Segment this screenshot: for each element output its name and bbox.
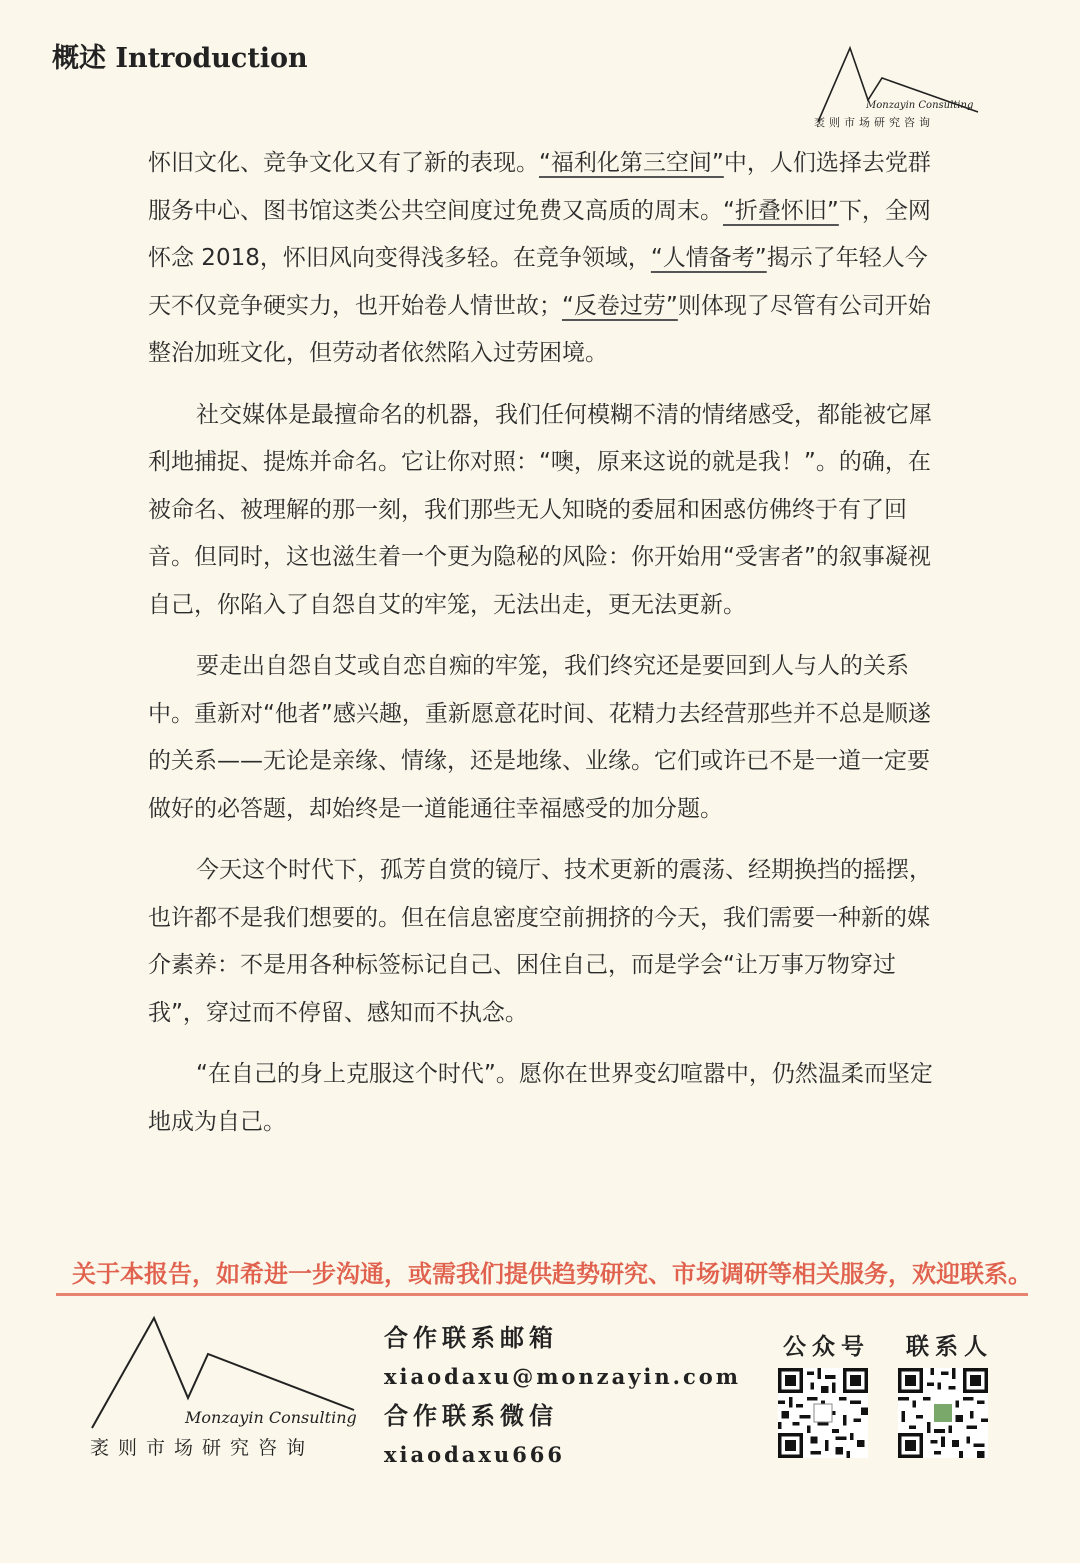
body-text [148,140,948,1160]
paragraph-5: “在自己的身上克服这个时代”。愿你在世界变幻喧嚣中，仍然温柔而坚定地成为自己。 [148,1061,933,1135]
qr-contact-label: 联系人 [906,1333,993,1360]
paragraph-4: 今天这个时代下，孤芳自赏的镜厅、技术更新的震荡、经期换挡的摇摆，也许都不是我们想要的。但在信息密度空前拥挤的今天，我们需要一种新的媒介素养：不是用各种标签标记自己、困住自己，而是学会“让万事万物穿过我”，穿过而不停留、感知而不执念。 [148,857,932,1026]
link-folded-nostalgia[interactable]: “折叠怀旧” [723,197,839,224]
contact-info [384,1318,741,1474]
wechat-id[interactable]: xiaodaxu666 [384,1442,566,1467]
paragraph-2: 社交媒体是最擅命名的机器，我们任何模糊不清的情绪感受，都能被它犀利地捕捉、提炼并命名。它让你对照：“噢，原来这说的就是我！”。的确，在被命名、被理解的那一刻，我们那些无人知晓的委屈和困惑仿佛终于有了回音。但同时，这也滋生着一个更为隐秘的风险：你开始用“受害者”的叙事凝视自己，你陷入了自怨自艾的牢笼，无法出走，更无法更新。 [148,401,932,618]
logo-cn-text-large: 袤则市场研究咨询 [90,1437,315,1459]
paragraph-3: 要走出自怨自艾或自恋自痴的牢笼，我们终究还是要回到人与人的关系中。重新对“他者”感兴趣，重新愿意花时间、花精力去经营那些并不总是顺遂的关系——无论是亲缘、情缘，还是地缘、业缘。它们或许已不是一道一定要做好的必答题，却始终是一道能通往幸福感受的加分题。 [148,653,931,822]
logo-script-text-large: Monzayin Consulting [185,1408,357,1427]
qr-code-contact-icon [898,1368,988,1458]
email-address[interactable]: xiaodaxu@monzayin.com [384,1364,741,1389]
wechat-label: 合作联系微信 [384,1401,558,1430]
paragraph-1: 怀旧文化、竞争文化又有了新的表现。“福利化第三空间”中，人们选择去党群服务中心、图书馆这类公共空间度过免费又高质的周末。“折叠怀旧”下，全网怀念 2018，怀旧风向变得浅多轻。在竞争领域，“人情备考”揭示了年轻人今天不仅竞争硬实力，也开始卷人情世故；“反卷过劳”则体现了尽管有公司开始整治加班文化，但劳动者依然陷入过劳困境。 [148,150,931,366]
page-title: 概述 Introduction [52,43,308,74]
link-anti-overwork[interactable]: “反卷过劳” [562,292,678,319]
email-label: 合作联系邮箱 [384,1323,558,1352]
link-social-exam-prep[interactable]: “人情备考” [650,245,767,271]
contact-call-to-action: 关于本报告，如希进一步沟通，或需我们提供趋势研究、市场调研等相关服务，欢迎联系。 [72,1259,1032,1288]
qr-code-icon [778,1368,868,1458]
logo-mountain-large-icon [84,1310,364,1450]
divider [56,1293,1028,1296]
link-welfare-third-space[interactable]: “福利化第三空间” [539,150,724,176]
logo-script-text: Monzayin Consulting [866,100,974,111]
logo-cn-text: 袤则市场研究咨询 [814,116,934,129]
qr-official-account-label: 公众号 [783,1333,870,1360]
